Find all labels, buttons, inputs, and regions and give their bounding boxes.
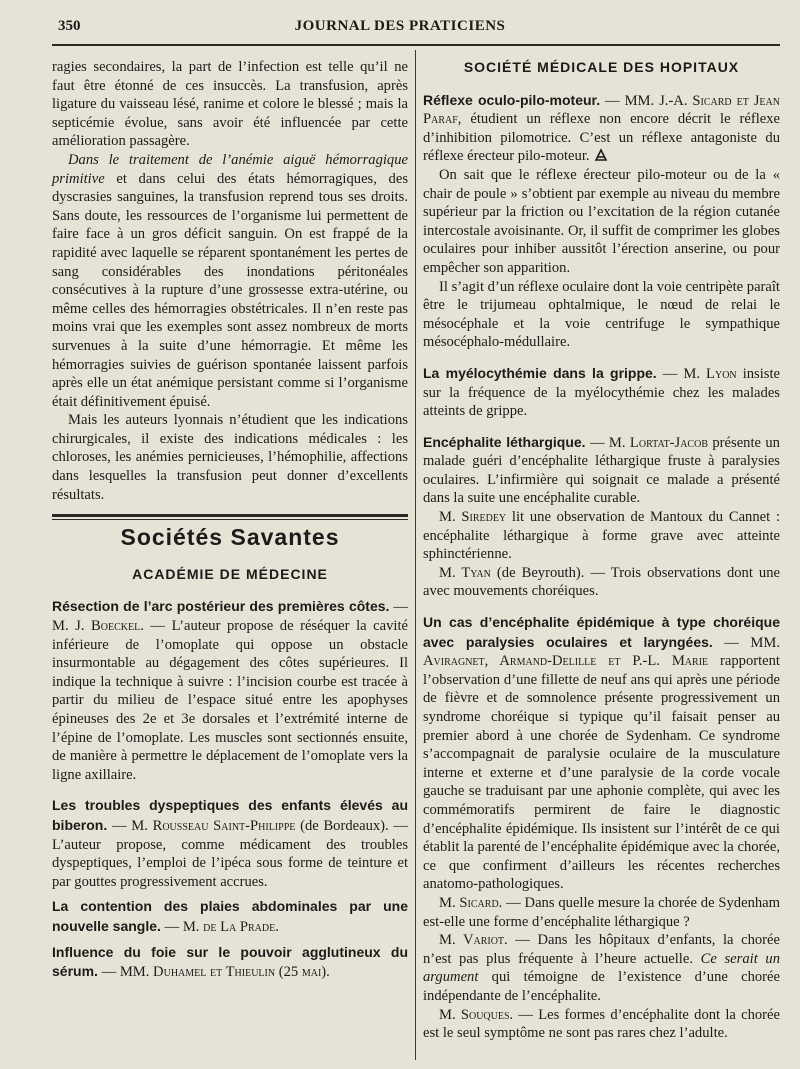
troubles-title: Les troubles dyspeptiques des enfants élevés au biberon. <box>52 797 408 833</box>
encephalite-author: — M. Lortat-Jacob <box>585 434 708 451</box>
spacer <box>423 601 780 613</box>
paragraph-variot <box>423 931 780 1005</box>
paragraph-anemie-aigue <box>52 151 408 411</box>
sicard-name: M. Sicard. <box>439 894 503 911</box>
cas-title: Un cas d’encéphalite épidémique à type choréique avec paralysies oculaires et laryngées. <box>423 614 780 650</box>
myelo-title: La myélocythémie dans la grippe. <box>423 364 657 381</box>
article-resection <box>52 597 408 784</box>
siredey-name: M. Siredey <box>439 509 507 526</box>
influence-title: Influence du foie sur le pouvoir agglutineux du sérum. <box>52 943 408 980</box>
sicard-text: — Dans quelle mesure la chorée de Sydenham est-elle une forme d’encéphalite léthargique ? <box>423 894 780 930</box>
heading-academie-medecine: ACADÉMIE DE MÉDECINE <box>132 565 328 582</box>
paragraph-transfusion-septicemie: ragies secondaires, la part de l’infection est telle qu’il ne faut être étonné de ces insuccès. La transfusion, après ligature du vaisseau lésé, ranime et colore le blessé ; mais la septicémie évolue, sans avoir été influencée par cette amélioration passagère. <box>52 59 408 150</box>
influence-author: — MM. Duhamel et Thieulin (25 mai). <box>97 964 330 981</box>
paragraph-siredey <box>423 508 780 564</box>
left-column <box>52 58 408 982</box>
section-rule-top <box>52 514 408 517</box>
article-reflexe-oculo <box>423 91 780 166</box>
printer-ornament-icon <box>594 148 608 162</box>
right-column <box>423 58 780 1043</box>
paragraph-chair-de-poule: On sait que le réflexe érecteur pilo-moteur ou de la « chair de poule » s’obtient par exemple au niveau du membre supérieur par la friction ou l’excitation de la région cutanée intercostale avoisinante. Or, il suffit de comprimer les globes oculaires pour inhiber aussitôt l’érection anserine, ou pour empêcher son apparition. <box>423 166 780 276</box>
cas-authors: — MM. Aviragnet, Armand-Delille et P.-L. Marie <box>423 634 780 670</box>
paragraph-souques <box>423 1006 780 1043</box>
encephalite-title: Encéphalite léthargique. <box>423 433 586 450</box>
article-cas-encephalite <box>423 613 780 894</box>
article-influence-foie <box>52 943 408 982</box>
tyan-text: (de Beyrouth). — Trois observations dont une avec mouvements choréiques. <box>423 564 780 600</box>
encephalite-text: présente un malade guéri d’encéphalite léthargique fruste à paralysies oculaires. L’infirmière qui soignait ce malade a présenté dans la suite une encéphalite curable. <box>423 434 780 507</box>
reflexe-text: étudient un réflexe non encore décrit le réflexe d’inhibition pilomotrice. C’est un réflexe antagoniste du réflexe érecteur pilo-moteur. <box>423 111 780 165</box>
contention-author: — M. de La Prade. <box>160 918 279 935</box>
tyan-name: M. Tyan <box>439 564 491 581</box>
page-header <box>0 0 800 46</box>
section-rule-bottom <box>52 519 408 520</box>
running-title: JOURNAL DES PRATICIENS <box>294 18 506 34</box>
column-divider <box>415 50 416 1060</box>
page-number: 350 <box>58 18 81 34</box>
variot-italic: Ce serait un argument <box>423 950 780 986</box>
paragraph-auteurs-lyonnais: Mais les auteurs lyonnais n’étudient que les indications chirurgicales, il existe des indications médicales : les chloroses, les anémies pernicieuses, l’hémophilie, affections dans lesquelles la transfusion peut donner d’excellents résultats. <box>52 412 408 503</box>
spacer <box>423 421 780 433</box>
article-encephalite-lethargique <box>423 433 780 508</box>
variot-text: — Dans les hôpitaux d’enfants, la chorée n’est pas plus fréquente à l’heure actuelle. <box>423 932 780 967</box>
reflexe-title: Réflexe oculo-pilo-moteur. <box>423 91 601 108</box>
heading-societe-medicale-hopitaux: SOCIÉTÉ MÉDICALE DES HOPITAUX <box>463 59 740 75</box>
spacer <box>423 352 780 364</box>
troubles-author: — M. Rousseau Saint-Philippe <box>107 817 296 834</box>
souques-name: M. Souques. <box>439 1006 514 1023</box>
spacer <box>52 784 408 796</box>
variot-text-2: qui témoigne de l’existence d’une chorée indépendante de l’encéphalite. <box>423 969 780 1004</box>
myelo-author: — M. Lyon <box>656 365 737 382</box>
contention-title: La contention des plaies abdominales par une nouvelle sangle. <box>52 898 408 934</box>
resection-text: — L’auteur propose de réséquer la cavité inférieure de l’omoplate qui oppose un obstacle insurmontable au dégagement des côtes supérieures. Il indique la technique à suivre : l’incision courbe est tracée à partir du milieu de l’espace situé entre les apophyses épineuses des 2e et 3e dorsales et l’extrémité interne de l’épine de l’omoplate. Les muscles sont sectionnés ensuite, de manière à permettre le déplacement de l’omoplate vers la ligne axillaire. <box>52 618 408 783</box>
header-rule <box>52 44 780 46</box>
paragraph-voie-centripete: Il s’agit d’un réflexe oculaire dont la voie centripète paraît être le trijumeau ophtalmique, le nœud de relai le mésocéphale et la voie centrifuge le sympathique mésocéphalo-médullaire. <box>423 278 780 351</box>
troubles-text: (de Bordeaux). — L’auteur propose, comme médicament des troubles dyspeptiques, l’emploi de l’ipéca sous forme de teinture et par gouttes progressivement accrues. <box>52 817 408 890</box>
resection-author: — M. J. Boeckel. <box>52 599 408 635</box>
paragraph-tyan <box>423 564 780 601</box>
anemie-italic: Dans le traitement de l’anémie aiguë hémorragique primitive <box>52 151 408 187</box>
siredey-text: lit une observation de Mantoux du Cannet : encéphalite léthargique à forme grave avec atteinte sphinctérienne. <box>423 509 780 563</box>
variot-name: M. Variot. <box>439 932 508 949</box>
souques-text: — Les formes d’encéphalite dont la chorée est le seul symptôme ne sont pas rares chez l’adulte. <box>423 1006 780 1042</box>
section-heading-societes-savantes: Sociétés Savantes <box>120 524 340 551</box>
paragraph-sicard <box>423 894 780 931</box>
article-troubles-dyspeptiques <box>52 796 408 891</box>
resection-title: Résection de l’arc postérieur des premières côtes. <box>52 598 390 615</box>
article-myelocythemie <box>423 364 780 421</box>
myelo-text: insiste sur la fréquence de la myélocythémie chez les malades atteints de grippe. <box>423 365 780 420</box>
cas-text: rapportent l’observation d’une fillette de neuf ans qui après une période de fièvre et de somnolence présente progressivement un syndrome choréique si typique qu’il faisait penser au premier abord à une chorée de Sydenham. Ce syndrome s’accompagnait de paralysie oculaire de la musculature interne et externe et d’une paralysie de la corde vocale gauche se traduisant par une aphonie complète, qui avec les commémoratifs permirent de faire le diagnostic d’encéphalite épidémique. Ils insistent sur l’intérêt de ce qui établit la parenté de l’encéphalite épidémique avec la chorée, ce que confirment d’ailleurs les récentes recherches anatomo-pathologiques. <box>423 653 780 893</box>
anemie-text: et dans celui des états hémorragiques, des dyscrasies sanguines, la transfusion reprend tous ses droits. Sans doute, les ressources de l’organisme lui permettent de faire face à un gros déficit sanguin. On est frappé de la rapidité avec laquelle se réparent spontanément les pertes de sang considérables des inondations péritonéales consécutives à la rupture d’une grossesse extra-utérine, ou même celles des hémorragies obstétricales. Il n’en reste pas moins vrai que les exemples sont assez nombreux de morts survenues à la suite d’une hémorragie. Et même les hémorragies suivies de guérison spontanée laissent parfois après elle un état anémique persistant comme si l’organisme était définitivement épuisé. <box>52 170 408 410</box>
article-contention <box>52 897 408 936</box>
reflexe-author: — MM. J.-A. Sicard et Jean Paraf, <box>423 92 780 128</box>
